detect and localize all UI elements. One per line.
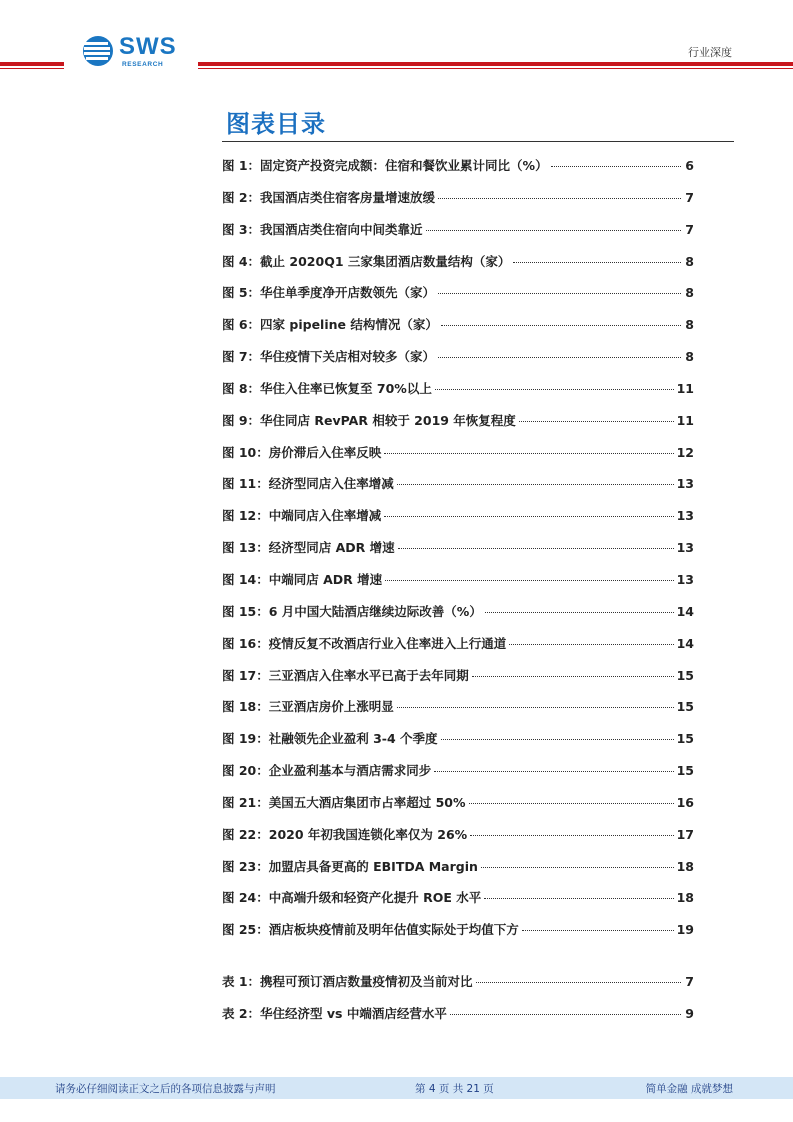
toc-entry-label: 图 10：房价滞后入住率反映 [222, 444, 382, 460]
toc-entry-label: 图 4：截止 2020Q1 三家集团酒店数量结构（家） [222, 253, 511, 269]
toc-entry[interactable] [222, 220, 694, 252]
toc-dot-leader [484, 898, 673, 899]
toc-entry-label: 图 20：企业盈利基本与酒店需求同步 [222, 763, 432, 779]
toc-entry-page: 13 [676, 540, 694, 556]
toc-entry-page: 12 [676, 444, 694, 460]
table-index [222, 972, 694, 1036]
toc-entry-page: 16 [676, 794, 694, 810]
toc-entry-page: 13 [676, 571, 694, 587]
toc-entry[interactable] [222, 188, 694, 220]
toc-entry-page: 8 [685, 349, 694, 365]
toc-dot-leader [441, 739, 674, 740]
toc-dot-leader [522, 930, 674, 931]
toc-entry-page: 11 [676, 412, 694, 428]
footer-slogan: 简单金融 成就梦想 [645, 1083, 733, 1095]
toc-entry-label: 图 7：华住疫情下关店相对较多（家） [222, 349, 436, 365]
toc-entry-label: 图 25：酒店板块疫情前及明年估值实际处于均值下方 [222, 922, 519, 938]
toc-dot-leader [485, 612, 674, 613]
toc-entry-page: 7 [685, 189, 694, 205]
toc-entry[interactable] [222, 1004, 694, 1036]
toc-dot-leader [470, 835, 673, 836]
toc-dot-leader [397, 484, 674, 485]
toc-entry-label: 图 5：华住单季度净开店数领先（家） [222, 285, 436, 301]
sws-logo-icon [82, 34, 114, 68]
toc-entry[interactable] [222, 379, 694, 411]
toc-entry-page: 18 [676, 890, 694, 906]
toc-dot-leader [438, 357, 681, 358]
toc-entry[interactable] [222, 443, 694, 475]
toc-entry[interactable] [222, 506, 694, 538]
toc-dot-leader [513, 262, 681, 263]
toc-entry-label: 图 22：2020 年初我国连锁化率仅为 26% [222, 826, 468, 842]
toc-entry-label: 图 3：我国酒店类住宿向中间类靠近 [222, 221, 423, 237]
toc-entry-label: 图 9：华住同店 RevPAR 相较于 2019 年恢复程度 [222, 412, 516, 428]
toc-entry-page: 14 [676, 603, 694, 619]
toc-entry[interactable] [222, 634, 694, 666]
toc-entry-label: 图 6：四家 pipeline 结构情况（家） [222, 317, 438, 333]
title-divider [222, 141, 734, 142]
toc-entry-page: 6 [685, 158, 694, 173]
toc-dot-leader [441, 325, 681, 326]
toc-entry-page: 9 [685, 1005, 694, 1021]
toc-entry-page: 11 [676, 380, 694, 396]
toc-dot-leader [472, 676, 674, 677]
header-rule-thin [198, 68, 793, 69]
toc-entry[interactable] [222, 972, 694, 1004]
toc-dot-leader [450, 1014, 681, 1015]
toc-dot-leader [397, 707, 674, 708]
toc-entry-label: 表 1：携程可预订酒店数量疫情初及当前对比 [222, 974, 473, 989]
toc-entry[interactable] [222, 761, 694, 793]
toc-dot-leader [398, 548, 674, 549]
toc-dot-leader [476, 982, 681, 983]
toc-entry-page: 7 [685, 974, 694, 989]
toc-dot-leader [385, 580, 673, 581]
toc-entry-label: 图 21：美国五大酒店集团市占率超过 50% [222, 794, 466, 810]
toc-entry[interactable] [222, 729, 694, 761]
toc-entry-page: 15 [676, 699, 694, 715]
toc-entry-label: 图 15：6 月中国大陆酒店继续边际改善（%） [222, 603, 482, 619]
toc-entry-page: 18 [676, 858, 694, 874]
toc-entry[interactable] [222, 666, 694, 698]
page-title: 图表目录 [226, 110, 326, 138]
toc-dot-leader [438, 293, 681, 294]
toc-entry-page: 19 [676, 922, 694, 938]
toc-entry[interactable] [222, 825, 694, 857]
company-logo [82, 34, 192, 74]
toc-entry-label: 图 17：三亚酒店入住率水平已高于去年同期 [222, 667, 469, 683]
header-rule-thin [0, 68, 64, 69]
toc-entry-page: 8 [685, 285, 694, 301]
toc-dot-leader [384, 453, 673, 454]
toc-entry[interactable] [222, 888, 694, 920]
report-type-label: 行业深度 [688, 46, 732, 59]
footer-disclaimer[interactable]: 请务必仔细阅读正文之后的各项信息披露与声明 [55, 1083, 276, 1095]
toc-entry[interactable] [222, 857, 694, 889]
toc-entry-label: 表 2：华住经济型 vs 中端酒店经营水平 [222, 1005, 447, 1021]
toc-entry-page: 13 [676, 476, 694, 492]
toc-dot-leader [519, 421, 674, 422]
toc-entry[interactable] [222, 474, 694, 506]
toc-dot-leader [384, 516, 673, 517]
header-rule [198, 62, 793, 66]
toc-entry-label: 图 12：中端同店入住率增减 [222, 508, 382, 524]
toc-dot-leader [551, 166, 681, 167]
toc-entry-page: 15 [676, 731, 694, 747]
toc-entry[interactable] [222, 697, 694, 729]
toc-dot-leader [469, 803, 674, 804]
toc-entry[interactable] [222, 156, 694, 188]
toc-entry-page: 15 [676, 763, 694, 779]
toc-entry[interactable] [222, 315, 694, 347]
toc-dot-leader [426, 230, 681, 231]
toc-dot-leader [481, 867, 674, 868]
toc-dot-leader [509, 644, 673, 645]
toc-entry[interactable] [222, 347, 694, 379]
toc-entry-page: 8 [685, 253, 694, 269]
toc-entry[interactable] [222, 252, 694, 284]
toc-entry-label: 图 14：中端同店 ADR 增速 [222, 571, 383, 587]
toc-entry[interactable] [222, 411, 694, 443]
toc-entry-label: 图 18：三亚酒店房价上涨明显 [222, 699, 394, 715]
toc-entry-page: 13 [676, 508, 694, 524]
toc-entry[interactable] [222, 570, 694, 602]
toc-entry-label: 图 2：我国酒店类住宿客房量增速放缓 [222, 189, 436, 205]
toc-entry-label: 图 1：固定资产投资完成额：住宿和餐饮业累计同比（%） [222, 158, 548, 173]
footer-bar [0, 1077, 793, 1099]
toc-dot-leader [434, 771, 673, 772]
toc-entry[interactable] [222, 538, 694, 570]
brand-name: SWS [119, 33, 177, 60]
toc-entry-label: 图 8：华住入住率已恢复至 70%以上 [222, 380, 432, 396]
toc-entry[interactable] [222, 283, 694, 315]
toc-entry-page: 7 [685, 221, 694, 237]
toc-entry[interactable] [222, 602, 694, 634]
toc-dot-leader [435, 389, 674, 390]
toc-entry-label: 图 19：社融领先企业盈利 3-4 个季度 [222, 731, 438, 747]
figure-index [222, 156, 694, 952]
toc-entry-label: 图 16：疫情反复不改酒店行业入住率进入上行通道 [222, 635, 507, 651]
toc-entry-page: 14 [676, 635, 694, 651]
toc-entry-label: 图 13：经济型同店 ADR 增速 [222, 540, 395, 556]
brand-subtitle: RESEARCH [122, 61, 164, 68]
toc-entry[interactable] [222, 920, 694, 952]
toc-dot-leader [438, 198, 681, 199]
toc-entry-label: 图 11：经济型同店入住率增减 [222, 476, 394, 492]
footer-page-info: 第 4 页 共 21 页 [415, 1083, 494, 1095]
toc-entry-page: 15 [676, 667, 694, 683]
toc-entry-page: 8 [685, 317, 694, 333]
toc-entry-label: 图 24：中高端升级和轻资产化提升 ROE 水平 [222, 890, 482, 906]
toc-entry-page: 17 [676, 826, 694, 842]
toc-entry[interactable] [222, 793, 694, 825]
toc-entry-label: 图 23：加盟店具备更高的 EBITDA Margin [222, 858, 478, 874]
header-rule [0, 62, 64, 66]
